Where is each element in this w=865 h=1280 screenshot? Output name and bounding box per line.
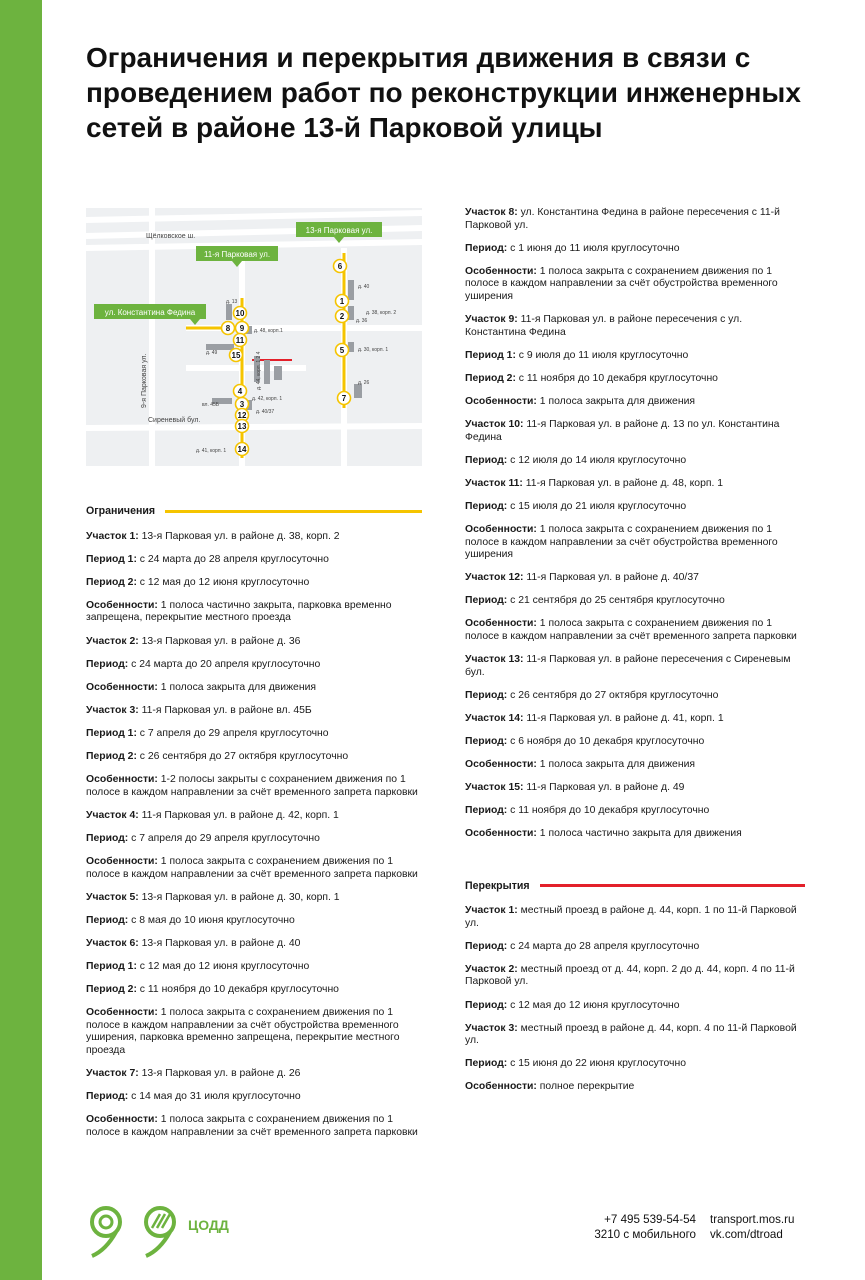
house-d36: д. 36 — [356, 318, 368, 324]
item-label: Период: — [465, 454, 508, 466]
list-item — [465, 572, 805, 585]
codd-logo — [86, 1200, 246, 1260]
map-label-shchelkovskoe: Щёлковское ш. — [146, 233, 196, 240]
list-item — [86, 856, 422, 881]
item-label: Период: — [86, 914, 129, 926]
list-item — [465, 941, 805, 954]
codd-logo-icon — [86, 1200, 246, 1260]
map-marker-label-14: 14 — [237, 445, 247, 454]
list-item — [465, 782, 805, 795]
phone-number[interactable]: +7 495 539-54-54 — [604, 1213, 696, 1226]
map-marker-label-4: 4 — [237, 387, 243, 396]
item-label: Особенности: — [465, 759, 537, 771]
house-d44: д. 44, корп. 1 2 4 — [256, 351, 262, 390]
item-label: Участок 2: — [465, 963, 518, 975]
house-d30: д. 30, корп. 1 — [358, 347, 389, 353]
site-link[interactable]: transport.mos.ru — [710, 1213, 795, 1226]
item-text: 13-я Парковая ул. в районе д. 36 — [138, 635, 301, 647]
item-label: Период: — [465, 999, 508, 1011]
item-text: 11-я Парковая ул. в районе д. 41, корп. 1 — [523, 712, 724, 724]
house-d48: д. 48, корп.1 — [254, 328, 283, 334]
item-text: 11-я Парковая ул. в районе д. 40/37 — [523, 572, 699, 584]
list-item — [86, 659, 422, 672]
item-label: Особенности: — [86, 856, 158, 867]
item-text: 11-я Парковая ул. в районе д. 48, корп. 1 — [522, 477, 724, 489]
contacts-phone — [584, 1212, 696, 1242]
item-text: полное перекрытие — [536, 1081, 635, 1093]
item-text: с 15 июля до 21 июля круглосуточно — [507, 500, 687, 512]
item-label: Участок 14: — [465, 712, 524, 724]
item-text: 11-я Парковая ул. в районе д. 42, корп. 1 — [138, 809, 339, 821]
house-d40: д. 40 — [358, 284, 370, 290]
restrictions-line — [165, 510, 422, 513]
item-label: Период 1: — [86, 960, 137, 972]
restrictions-list-left — [86, 531, 422, 1140]
item-label: Особенности: — [465, 828, 537, 840]
item-text: 1 полоса закрыта с сохранением движения по 1 полосе в каждом направлении за счёт обустройства временного уширения — [465, 524, 778, 561]
item-label: Период: — [86, 832, 129, 844]
item-label: Участок 3: — [465, 1022, 518, 1034]
list-item — [465, 759, 805, 772]
item-text: 11-я Парковая ул. в районе пересечения с ул. Константина Федина — [465, 314, 743, 338]
map-tag-park11: 11-я Парковая ул. — [203, 250, 271, 259]
item-text: 1 полоса частично закрыта для движения — [536, 828, 742, 840]
map-svg — [86, 208, 422, 466]
item-text: 11-я Парковая ул. в районе д. 49 — [523, 782, 685, 794]
item-label: Период 1: — [86, 727, 137, 739]
list-item — [465, 736, 805, 749]
restrictions-list-right — [465, 207, 805, 841]
item-label: Период: — [465, 242, 508, 254]
list-item — [465, 396, 805, 409]
map-tag-fedina: ул. Константина Федина — [104, 308, 196, 317]
map-marker-label-8: 8 — [225, 324, 231, 333]
map-label-sirenevy: Сиреневый бул. — [148, 417, 201, 424]
list-item — [86, 774, 422, 799]
item-text: с 8 мая до 10 июня круглосуточно — [128, 914, 295, 926]
house-d49: д. 49 — [206, 350, 218, 356]
list-item — [86, 636, 422, 649]
item-label: Особенности: — [86, 774, 158, 786]
item-label: Период: — [465, 595, 508, 607]
map-marker-label-13: 13 — [237, 422, 247, 431]
item-text: 13-я Парковая ул. в районе д. 26 — [138, 1068, 301, 1080]
page-title: Ограничения и перекрытия движения в связи с проведением работ по реконструкции инженерных сетей в районе 13-й Парковой улицы — [86, 42, 801, 143]
list-item — [86, 728, 422, 741]
item-text: с 12 мая до 12 июня круглосуточно — [507, 999, 680, 1011]
list-item — [465, 243, 805, 256]
item-label: Период: — [465, 500, 508, 512]
item-text: с 11 ноября до 10 декабря круглосуточно — [136, 984, 339, 996]
list-item — [465, 207, 805, 232]
list-item — [465, 618, 805, 643]
list-item — [86, 915, 422, 928]
map-tag-park13: 13-я Парковая ул. — [305, 226, 373, 235]
map-marker-label-2: 2 — [339, 312, 345, 321]
map-marker-label-7: 7 — [341, 394, 347, 403]
item-text: с 11 ноября до 10 декабря круглосуточно — [515, 372, 718, 384]
house-d13: д. 13 — [226, 299, 238, 305]
map-marker-label-1: 1 — [339, 297, 345, 306]
item-label: Особенности: — [86, 1007, 158, 1019]
list-item — [465, 314, 805, 339]
list-item — [465, 1058, 805, 1071]
item-label: Участок 12: — [465, 572, 524, 584]
item-text: 13-я Парковая ул. в районе д. 30, корп. 1 — [138, 891, 340, 903]
item-label: Участок 15: — [465, 782, 524, 794]
item-label: Период: — [465, 736, 508, 748]
list-item — [465, 1023, 805, 1048]
item-label: Период: — [465, 940, 508, 952]
list-item — [86, 961, 422, 974]
restrictions-heading — [86, 505, 422, 518]
list-item — [465, 524, 805, 562]
item-label: Участок 5: — [86, 891, 139, 903]
mobile-number: 3210 с мобильного — [594, 1228, 696, 1241]
item-text: местный проезд в районе д. 44, корп. 1 по 11-й Парковой ул. — [465, 905, 797, 929]
item-text: 1-2 полосы закрыты с сохранением движения по 1 полосе в каждом направлении за счёт временного запрета парковки — [86, 774, 418, 798]
item-text: с 12 мая до 12 июня круглосуточно — [136, 576, 310, 588]
list-item — [86, 554, 422, 567]
item-label: Особенности: — [465, 265, 537, 277]
list-item — [465, 595, 805, 608]
map-marker-label-10: 10 — [235, 309, 245, 318]
closures-list — [465, 905, 805, 1094]
item-label: Участок 8: — [465, 207, 518, 218]
list-item — [86, 892, 422, 905]
list-item — [465, 690, 805, 703]
list-item — [465, 964, 805, 989]
list-item — [86, 600, 422, 625]
item-label: Участок 1: — [86, 530, 139, 542]
closures-line — [540, 884, 805, 887]
closures-heading-text: Перекрытия — [465, 879, 530, 892]
item-text: с 7 апреля до 29 апреля круглосуточно — [128, 832, 320, 844]
map-marker-label-3: 3 — [239, 400, 245, 409]
item-label: Период 1: — [86, 553, 137, 565]
item-text: 11-я Парковая ул. в районе д. 13 по ул. Константина Федина — [465, 419, 780, 443]
list-item — [86, 984, 422, 997]
item-label: Период: — [465, 1058, 508, 1070]
item-text: с 21 сентября до 25 сентября круглосуточно — [507, 595, 725, 607]
list-item — [465, 478, 805, 491]
item-text: 1 полоса закрыта для движения — [536, 759, 696, 771]
item-label: Период 2: — [465, 372, 516, 384]
item-label: Особенности: — [86, 599, 158, 611]
map-marker-label-9: 9 — [239, 324, 245, 333]
list-item — [465, 713, 805, 726]
item-text: с 6 ноября до 10 декабря круглосуточно — [507, 736, 705, 748]
item-label: Участок 1: — [465, 905, 518, 917]
list-item — [465, 1000, 805, 1013]
house-vl45b: вл. 45Б — [202, 402, 220, 408]
logo-text: ЦОДД — [188, 1217, 229, 1233]
item-label: Период 2: — [86, 984, 137, 996]
item-text: с 11 ноября до 10 декабря круглосуточно — [507, 805, 710, 817]
item-label: Период: — [465, 805, 508, 817]
item-text: с 12 мая до 12 июня круглосуточно — [136, 960, 310, 972]
item-label: Особенности: — [465, 524, 537, 535]
house-d26: д. 26 — [358, 380, 370, 386]
house-d38: д. 38, корп. 2 — [366, 310, 397, 316]
item-label: Участок 3: — [86, 704, 139, 716]
item-text: 1 полоса закрыта с сохранением движения по 1 полосе в каждом направлении за счёт обустройства временного уширения, парковка временно запрещена, перекрытие местного проезда — [86, 1007, 400, 1056]
item-text: местный проезд от д. 44, корп. 2 до д. 44, корп. 4 по 11-й Парковой ул. — [465, 963, 795, 988]
list-item — [465, 455, 805, 468]
list-item — [86, 810, 422, 823]
item-label: Период 2: — [86, 576, 137, 588]
list-item — [86, 577, 422, 590]
house-d41: д. 41, корп. 1 — [196, 448, 227, 454]
item-text: 1 полоса закрыта с сохранением движения по 1 полосе в каждом направлении за счёт обустройства временного уширения — [465, 265, 778, 302]
vk-link[interactable]: vk.com/dtroad — [710, 1228, 783, 1241]
closures-heading — [465, 880, 805, 893]
item-label: Участок 4: — [86, 809, 139, 821]
list-item — [86, 1114, 422, 1139]
item-label: Особенности: — [465, 618, 537, 630]
list-item — [465, 1081, 805, 1094]
item-text: с 14 мая до 31 июля круглосуточно — [128, 1091, 301, 1103]
list-item — [86, 1068, 422, 1081]
item-text: 1 полоса закрыта с сохранением движения по 1 полосе в каждом направлении за счёт временного запрета парковки — [86, 856, 418, 880]
list-item — [86, 682, 422, 695]
item-label: Период 2: — [86, 751, 137, 763]
item-label: Участок 7: — [86, 1068, 139, 1080]
item-text: с 15 июня до 22 июня круглосуточно — [507, 1058, 686, 1070]
list-item — [465, 905, 805, 930]
map-marker-label-6: 6 — [337, 262, 343, 271]
item-text: 1 полоса закрыта с сохранением движения по 1 полосе в каждом направлении за счёт временного запрета парковки — [86, 1114, 418, 1138]
brand-side-bar — [0, 0, 42, 1280]
item-label: Участок 13: — [465, 654, 524, 666]
item-text: с 24 марта до 28 апреля круглосуточно — [507, 940, 700, 952]
list-item — [86, 833, 422, 846]
list-item — [465, 350, 805, 363]
list-item — [86, 1091, 422, 1104]
item-text: с 24 марта до 28 апреля круглосуточно — [136, 553, 329, 565]
list-item — [86, 938, 422, 951]
item-label: Особенности: — [465, 395, 537, 407]
item-text: с 26 сентября до 27 октября круглосуточно — [507, 689, 719, 701]
restrictions-heading-text: Ограничения — [86, 505, 156, 517]
restrictions-column-right — [465, 207, 805, 1105]
item-text: ул. Константина Федина в районе пересечения с 11-й Парковой ул. — [465, 207, 780, 231]
item-text: с 9 июля до 11 июля круглосуточно — [515, 349, 689, 361]
item-label: Участок 2: — [86, 635, 139, 647]
item-label: Период: — [86, 658, 129, 670]
item-text: 1 полоса частично закрыта, парковка временно запрещена, перекрытие местного проезда — [86, 599, 392, 624]
item-text: 11-я Парковая ул. в районе пересечения с Сиреневым бул. — [465, 654, 791, 678]
item-text: местный проезд в районе д. 44, корп. 4 по 11-й Парковой ул. — [465, 1022, 797, 1047]
house-d42: д. 42, корп. 1 — [252, 396, 283, 402]
item-label: Участок 9: — [465, 314, 518, 326]
list-item — [86, 531, 422, 544]
list-item — [465, 828, 805, 841]
item-label: Участок 11: — [465, 477, 523, 489]
item-text: 1 полоса закрыта для движения — [157, 681, 317, 693]
item-text: 11-я Парковая ул. в районе вл. 45Б — [138, 704, 312, 716]
item-text: с 1 июня до 11 июля круглосуточно — [507, 242, 680, 254]
item-text: 1 полоса закрыта с сохранением движения по 1 полосе в каждом направлении за счёт временного запрета парковки — [465, 618, 797, 643]
map-marker-label-12: 12 — [237, 411, 247, 420]
list-item — [465, 419, 805, 444]
item-label: Участок 10: — [465, 419, 524, 431]
house-d4037: д. 40/37 — [256, 409, 275, 415]
item-label: Период: — [86, 1091, 129, 1103]
list-item — [465, 266, 805, 304]
list-item — [465, 805, 805, 818]
item-label: Период 1: — [465, 349, 516, 361]
item-text: с 26 сентября до 27 октября круглосуточно — [136, 751, 349, 763]
map-marker-label-11: 11 — [235, 336, 245, 345]
item-label: Участок 6: — [86, 937, 139, 949]
list-item — [86, 751, 422, 764]
item-label: Особенности: — [86, 681, 158, 693]
list-item — [465, 501, 805, 514]
list-item — [465, 373, 805, 386]
item-text: 1 полоса закрыта для движения — [536, 395, 696, 407]
map-marker-label-5: 5 — [339, 346, 345, 355]
list-item — [465, 654, 805, 679]
restrictions-column-left — [86, 505, 422, 1150]
item-label: Особенности: — [465, 1081, 537, 1093]
item-text: 13-я Парковая ул. в районе д. 38, корп. 2 — [138, 530, 340, 542]
item-label: Особенности: — [86, 1114, 158, 1126]
contacts-web — [710, 1212, 830, 1242]
item-text: 13-я Парковая ул. в районе д. 40 — [138, 937, 301, 949]
area-map — [86, 208, 422, 466]
item-label: Период: — [465, 689, 508, 701]
list-item — [86, 705, 422, 718]
map-marker-label-15: 15 — [231, 351, 241, 360]
item-text: с 7 апреля до 29 апреля круглосуточно — [136, 727, 329, 739]
item-text: с 24 марта до 20 апреля круглосуточно — [128, 658, 321, 670]
map-label-park9: 9-я Парковая ул. — [141, 353, 148, 408]
item-text: с 12 июля до 14 июля круглосуточно — [507, 454, 687, 466]
list-item — [86, 1007, 422, 1057]
